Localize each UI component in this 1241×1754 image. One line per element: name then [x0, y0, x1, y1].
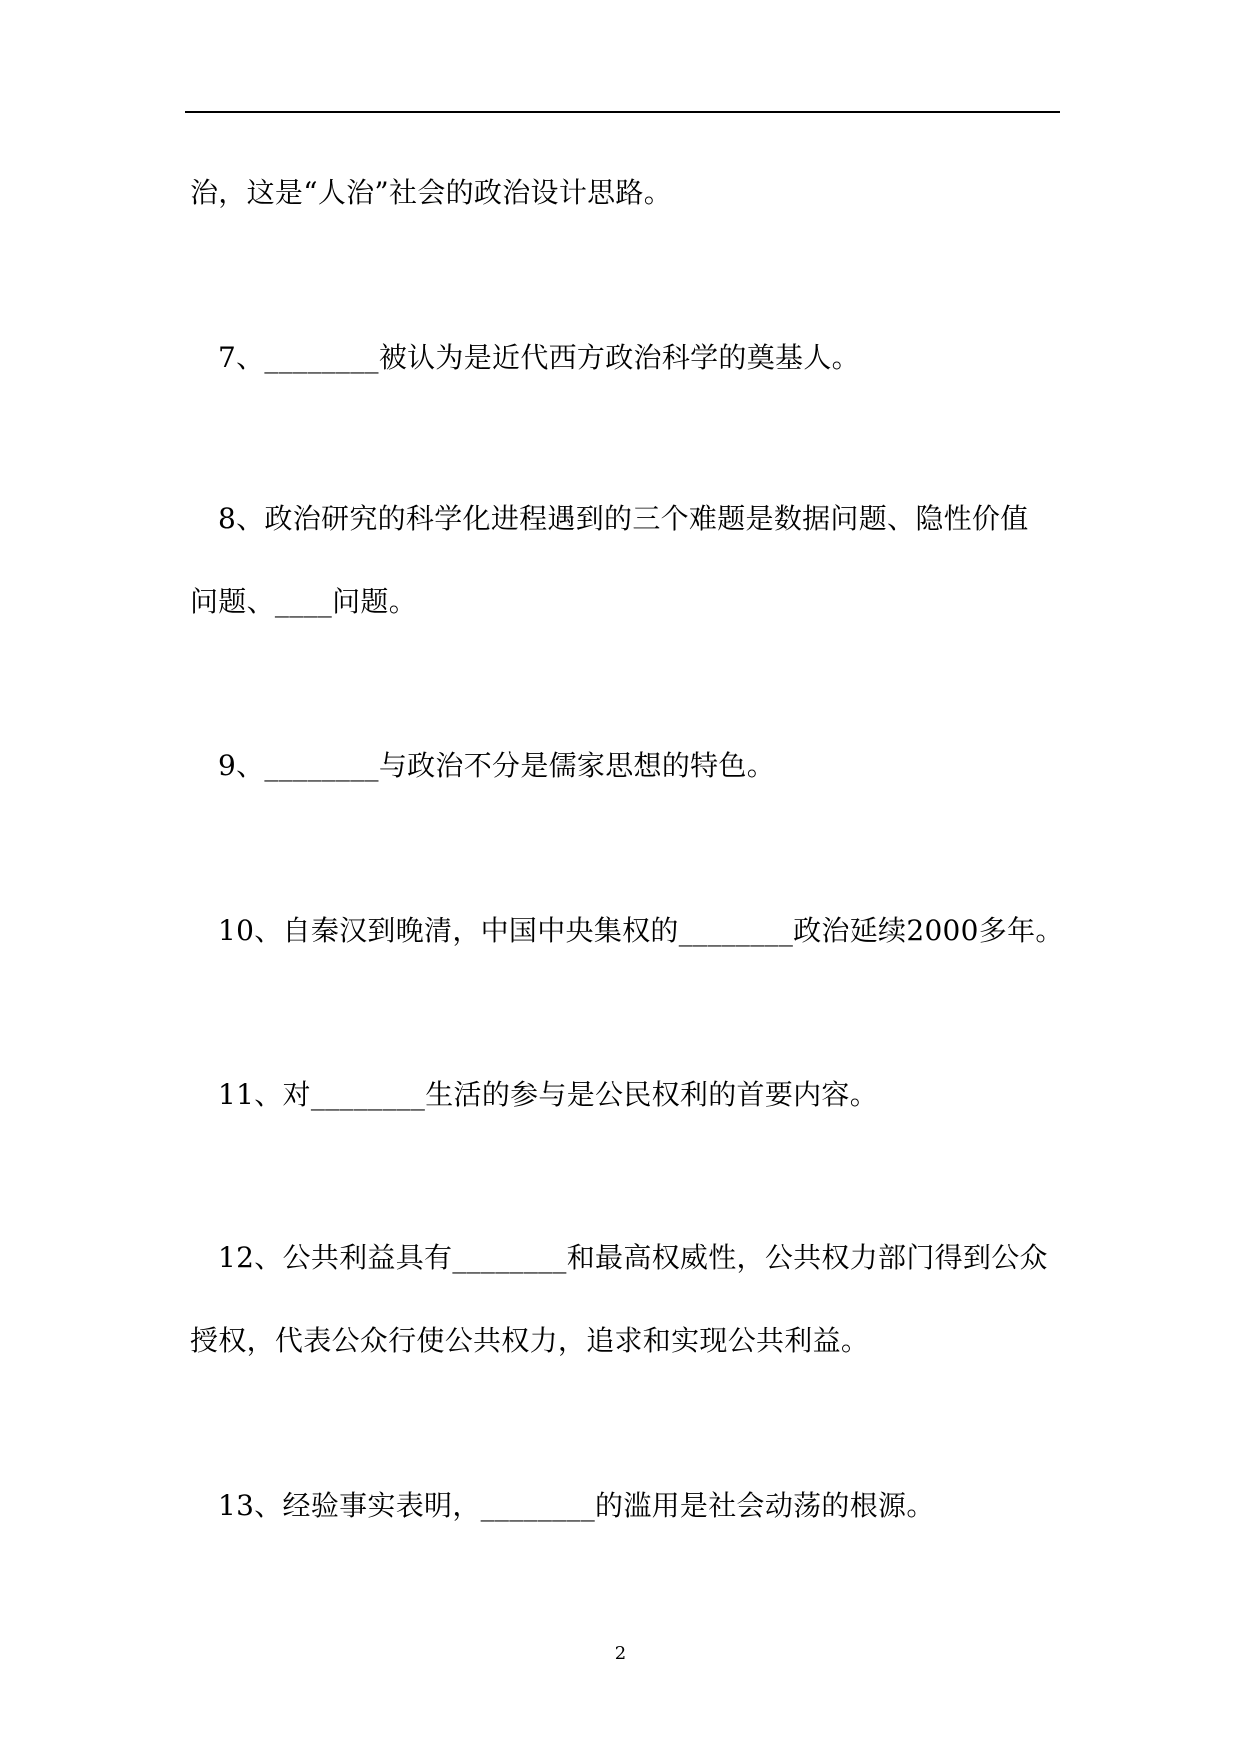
question-12-continued: 授权，代表公众行使公共权力，追求和实现公共利益。 [190, 1324, 870, 1357]
question-12: 12、公共利益具有________和最高权威性，公共权力部门得到公众 [218, 1241, 1048, 1274]
question-8: 8、政治研究的科学化进程遇到的三个难题是数据问题、隐性价值 [218, 502, 1029, 535]
text-line: 治，这是“人治”社会的政治设计思路。 [190, 176, 673, 209]
page-number: 2 [614, 1643, 627, 1664]
question-13: 13、经验事实表明，________的滥用是社会动荡的根源。 [218, 1489, 935, 1522]
question-8-continued: 问题、____问题。 [190, 585, 418, 618]
question-11: 11、对________生活的参与是公民权利的首要内容。 [218, 1078, 879, 1111]
question-7: 7、________被认为是近代西方政治科学的奠基人。 [218, 341, 860, 374]
question-9: 9、________与政治不分是儒家思想的特色。 [218, 749, 776, 782]
question-10: 10、自秦汉到晚清，中国中央集权的________政治延续2000多年。 [218, 914, 1064, 947]
header-rule [185, 111, 1060, 113]
